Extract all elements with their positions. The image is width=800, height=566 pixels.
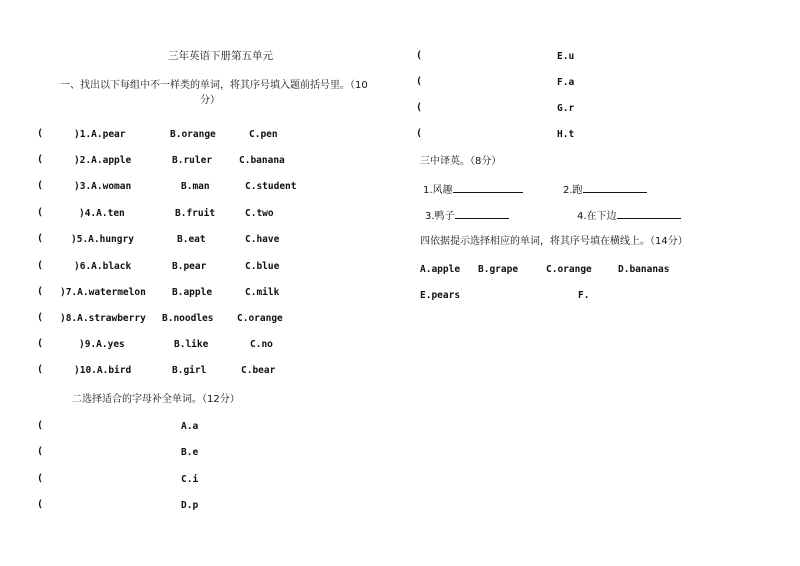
answer-bracket[interactable]: ( (37, 364, 44, 375)
option-b: B.girl (172, 365, 207, 376)
option-a: )3.A.woman (74, 181, 132, 192)
option-a: )7.A.watermelon (60, 287, 146, 298)
option-c: C.banana (239, 155, 285, 166)
letter-option: H.t (557, 129, 575, 140)
option-b: B.apple (172, 287, 213, 298)
letter-option: D.p (181, 500, 199, 511)
option-b: B.fruit (175, 208, 216, 219)
answer-bracket[interactable]: ( (37, 286, 44, 297)
option-c: C.have (245, 234, 280, 245)
option-c: C.orange (237, 313, 283, 324)
option-a: )8.A.strawberry (60, 313, 146, 324)
option-c: C.pen (249, 129, 278, 140)
option-b: B.pear (172, 261, 207, 272)
answer-bracket[interactable]: ( (37, 128, 44, 139)
word-option: F. (578, 290, 590, 301)
answer-blank[interactable] (617, 209, 681, 219)
option-c: C.two (245, 208, 274, 219)
word-option: C.orange (546, 264, 592, 275)
option-b: B.noodles (162, 313, 214, 324)
answer-bracket[interactable]: ( (37, 312, 44, 323)
answer-bracket[interactable]: ( (37, 260, 44, 271)
section3-heading: 三中译英。（8分） (420, 156, 502, 167)
word-option: E.pears (420, 290, 461, 301)
translation-label: 4.在下边 (577, 211, 617, 222)
answer-bracket[interactable]: ( (37, 473, 44, 484)
answer-bracket[interactable]: ( (37, 499, 44, 510)
answer-bracket[interactable]: ( (37, 420, 44, 431)
option-a: )1.A.pear (74, 129, 126, 140)
answer-bracket[interactable]: ( (37, 154, 44, 165)
option-a: )2.A.apple (74, 155, 132, 166)
option-b: B.orange (170, 129, 216, 140)
translation-item (577, 209, 681, 223)
answer-bracket[interactable]: ( (37, 180, 44, 191)
option-a: )6.A.black (74, 261, 132, 272)
translation-label: 2.跑 (563, 185, 583, 196)
option-a: )9.A.yes (79, 339, 125, 350)
option-c: C.bear (241, 365, 276, 376)
section2-heading: 二选择适合的字母补全单词。（12分） (72, 394, 240, 405)
option-a: )4.A.ten (79, 208, 125, 219)
letter-option: A.a (181, 421, 199, 432)
option-c: C.no (250, 339, 273, 350)
word-option: D.bananas (618, 264, 670, 275)
page-title: 三年英语下册第五单元 (168, 50, 273, 62)
answer-blank[interactable] (455, 209, 509, 219)
letter-option: C.i (181, 474, 199, 485)
letter-option: B.e (181, 447, 199, 458)
answer-blank[interactable] (453, 183, 523, 193)
translation-item (423, 183, 523, 197)
option-a: )10.A.bird (74, 365, 132, 376)
answer-bracket[interactable]: ( (37, 338, 44, 349)
letter-option: F.a (557, 77, 575, 88)
option-b: B.like (174, 339, 209, 350)
answer-bracket[interactable]: ( (37, 207, 44, 218)
translation-label: 3.鸭子 (425, 211, 455, 222)
answer-bracket[interactable]: ( (416, 128, 423, 139)
answer-bracket[interactable]: ( (37, 446, 44, 457)
word-option: A.apple (420, 264, 461, 275)
option-b: B.eat (177, 234, 206, 245)
answer-bracket[interactable]: ( (416, 76, 423, 87)
answer-bracket[interactable]: ( (416, 102, 423, 113)
section1-heading: 一、找出以下每组中不一样类的单词，将其序号填入题前括号里。（10 (60, 80, 368, 91)
letter-option: G.r (557, 103, 575, 114)
section4-heading: 四依据提示选择相应的单词，将其序号填在横线上。（14分） (420, 236, 688, 247)
option-c: C.student (245, 181, 297, 192)
translation-item (563, 183, 647, 197)
option-b: B.ruler (172, 155, 213, 166)
translation-item (425, 209, 509, 223)
answer-bracket[interactable]: ( (37, 233, 44, 244)
option-a: )5.A.hungry (71, 234, 134, 245)
answer-bracket[interactable]: ( (416, 50, 423, 61)
letter-option: E.u (557, 51, 575, 62)
option-b: B.man (181, 181, 210, 192)
translation-label: 1.风趣 (423, 185, 453, 196)
option-c: C.milk (245, 287, 280, 298)
option-c: C.blue (245, 261, 280, 272)
answer-blank[interactable] (583, 183, 647, 193)
section1-heading-cont: 分） (200, 95, 220, 106)
word-option: B.grape (478, 264, 519, 275)
